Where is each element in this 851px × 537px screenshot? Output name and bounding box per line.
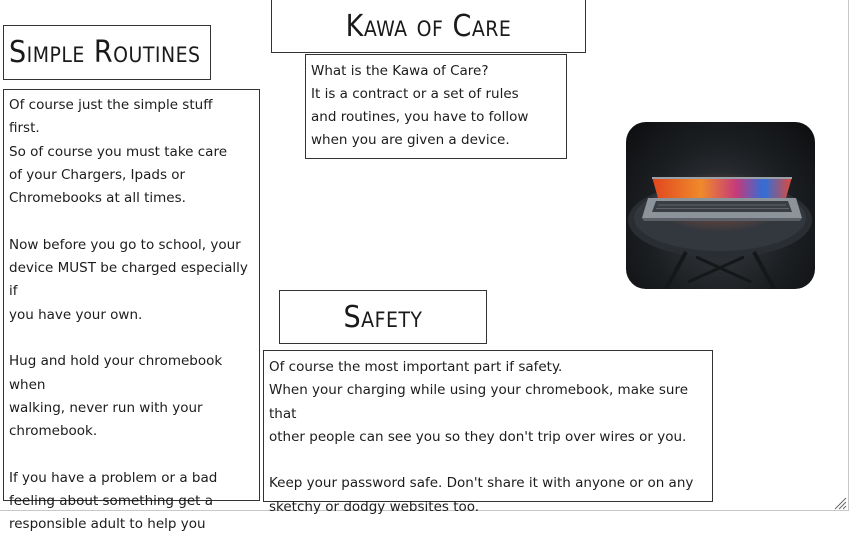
simple-routines-title[interactable]: Simple Routines (3, 25, 211, 80)
safety-body[interactable]: Of course the most important part if safety. When your charging while using your chromebook, make sure that other people can see you so they don't trip over wires or you. Keep your password safe. Don't share it with anyone or on any sketchy or dodgy websites too. (263, 350, 713, 502)
kawa-of-care-description[interactable]: What is the Kawa of Care? It is a contract or a set of rules and routines, you have to follow when you are given a device. (305, 54, 567, 159)
laptop-image-icon (626, 122, 815, 289)
safety-title[interactable]: Safety (279, 290, 487, 344)
simple-routines-body[interactable]: Of course just the simple stuff first. So of course you must take care of your Chargers, Ipads or Chromebooks at all times. Now before you go to school, your device MUST be charged especially if you have your own. Hug and hold your chromebook when walking, never run with your chromebook. If you have a problem or a bad feeling about something get a responsible adult to help you (3, 89, 260, 501)
kawa-of-care-title[interactable]: Kawa of Care (271, 0, 586, 53)
resize-grip-icon[interactable] (833, 496, 847, 510)
laptop-photo[interactable] (626, 122, 815, 289)
